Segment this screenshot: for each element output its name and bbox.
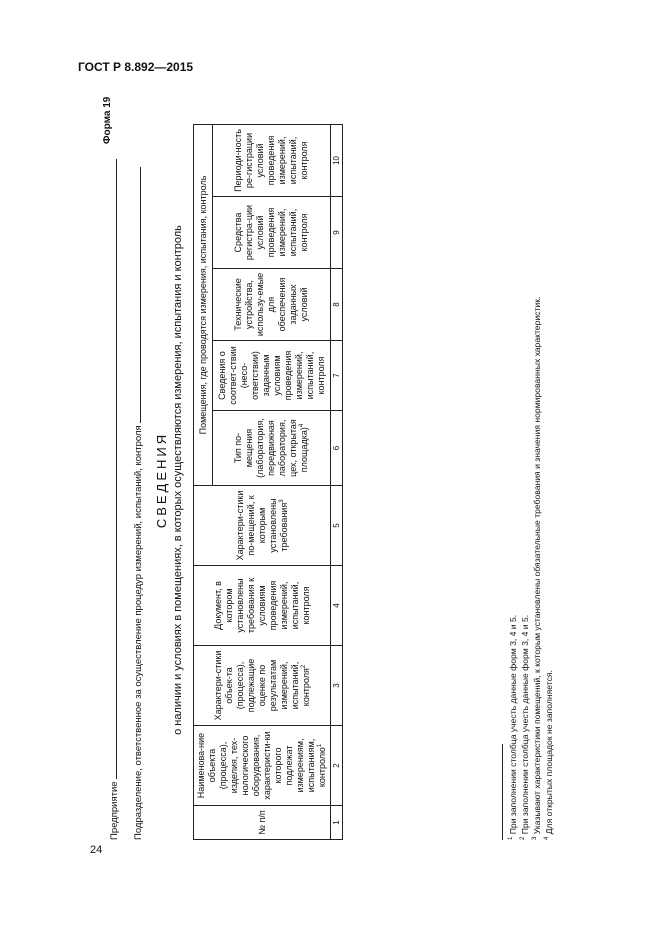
department-field — [130, 167, 144, 840]
table-header-row — [194, 124, 213, 839]
form-title: СВЕДЕНИЯ — [154, 431, 169, 529]
col-room-characteristics-header: Характери-стики по-мещений, к которым установлены требования$^3$ — [194, 486, 331, 566]
column-number: 4 — [331, 566, 343, 646]
column-numbers-row — [331, 124, 343, 839]
column-number: 6 — [331, 411, 343, 486]
col-periodicity-header: Периоди-ность ре-гистрации условий проведения измерений, испытаний, контроля — [213, 124, 331, 196]
footnote: $^2$ При заполнении столбца учесть данные форм 3, 4 и 5. — [520, 614, 530, 840]
document-code: ГОСТ Р 8.892—2015 — [78, 60, 194, 74]
enterprise-line — [106, 159, 117, 779]
column-number: 3 — [331, 646, 343, 726]
rotated-form — [100, 80, 600, 880]
column-number: 5 — [331, 486, 343, 566]
form-number: Форма 19 — [102, 96, 113, 144]
department-line — [130, 167, 141, 423]
footnote: $^4$ Для открытых площадок не заполняется. — [544, 670, 554, 840]
footnote: $^1$ При заполнении столбца учесть данные форм 3, 4 и 5. — [508, 614, 518, 840]
col-compliance-header: Сведения о соответ-ствии (несо-ответствии) заданным условиям проведения измерений, испытаний, контроля — [213, 341, 331, 411]
footnote-rule — [502, 744, 503, 840]
col-devices-header: Технические устройства, использу-емые для обеспечения заданных условий — [213, 269, 331, 341]
enterprise-field — [106, 159, 120, 840]
page-number: 24 — [90, 844, 103, 856]
footnote: $^3$ Указывают характеристики помещений, к которым установлены обязательные требования и значения нормированных характеристик. — [532, 296, 542, 840]
form-subtitle: о наличии и условиях в помещениях, в которых осуществляются измерения, испытания и контроль — [172, 225, 184, 735]
col-object-header: Наименова-ние объекта (процесса), изделия, тех-нологического оборудования, характеристи-ки которого подлежат измерениям, испытаниям, контролю$^1$ — [194, 726, 331, 806]
col-room-type-header: Тип по-мещения (лаборатория, передвижная лаборатория, цех, открытая площадка)$^4$ — [213, 411, 331, 486]
conditions-table — [193, 124, 343, 840]
col-registration-means-header: Средства регистра-ции условий проведения измерений, испытаний, контроля — [213, 197, 331, 269]
column-number: 10 — [331, 124, 343, 196]
footnotes — [502, 120, 555, 840]
department-label: Подразделение, ответственное за осуществление процедур измерений, испытаний, контроля — [133, 425, 144, 840]
col-document-header: Документ, в котором установлены требования к условиям проведения измерений, испытаний, контроля — [194, 566, 331, 646]
column-number: 8 — [331, 269, 343, 341]
enterprise-label: Предприятие — [109, 781, 120, 840]
rooms-group-header: Помещения, где проводятся измерения, испытания, контроль — [194, 124, 213, 485]
column-number: 7 — [331, 341, 343, 411]
col-characteristics-header: Характери-стики объек-та (процесса), подлежащие оценке по результатам измерений, испытаний, контроля$^2$ — [194, 646, 331, 726]
column-number: 9 — [331, 197, 343, 269]
rownum-header: № п/п — [194, 806, 331, 840]
column-number: 1 — [331, 806, 343, 840]
column-number: 2 — [331, 726, 343, 806]
